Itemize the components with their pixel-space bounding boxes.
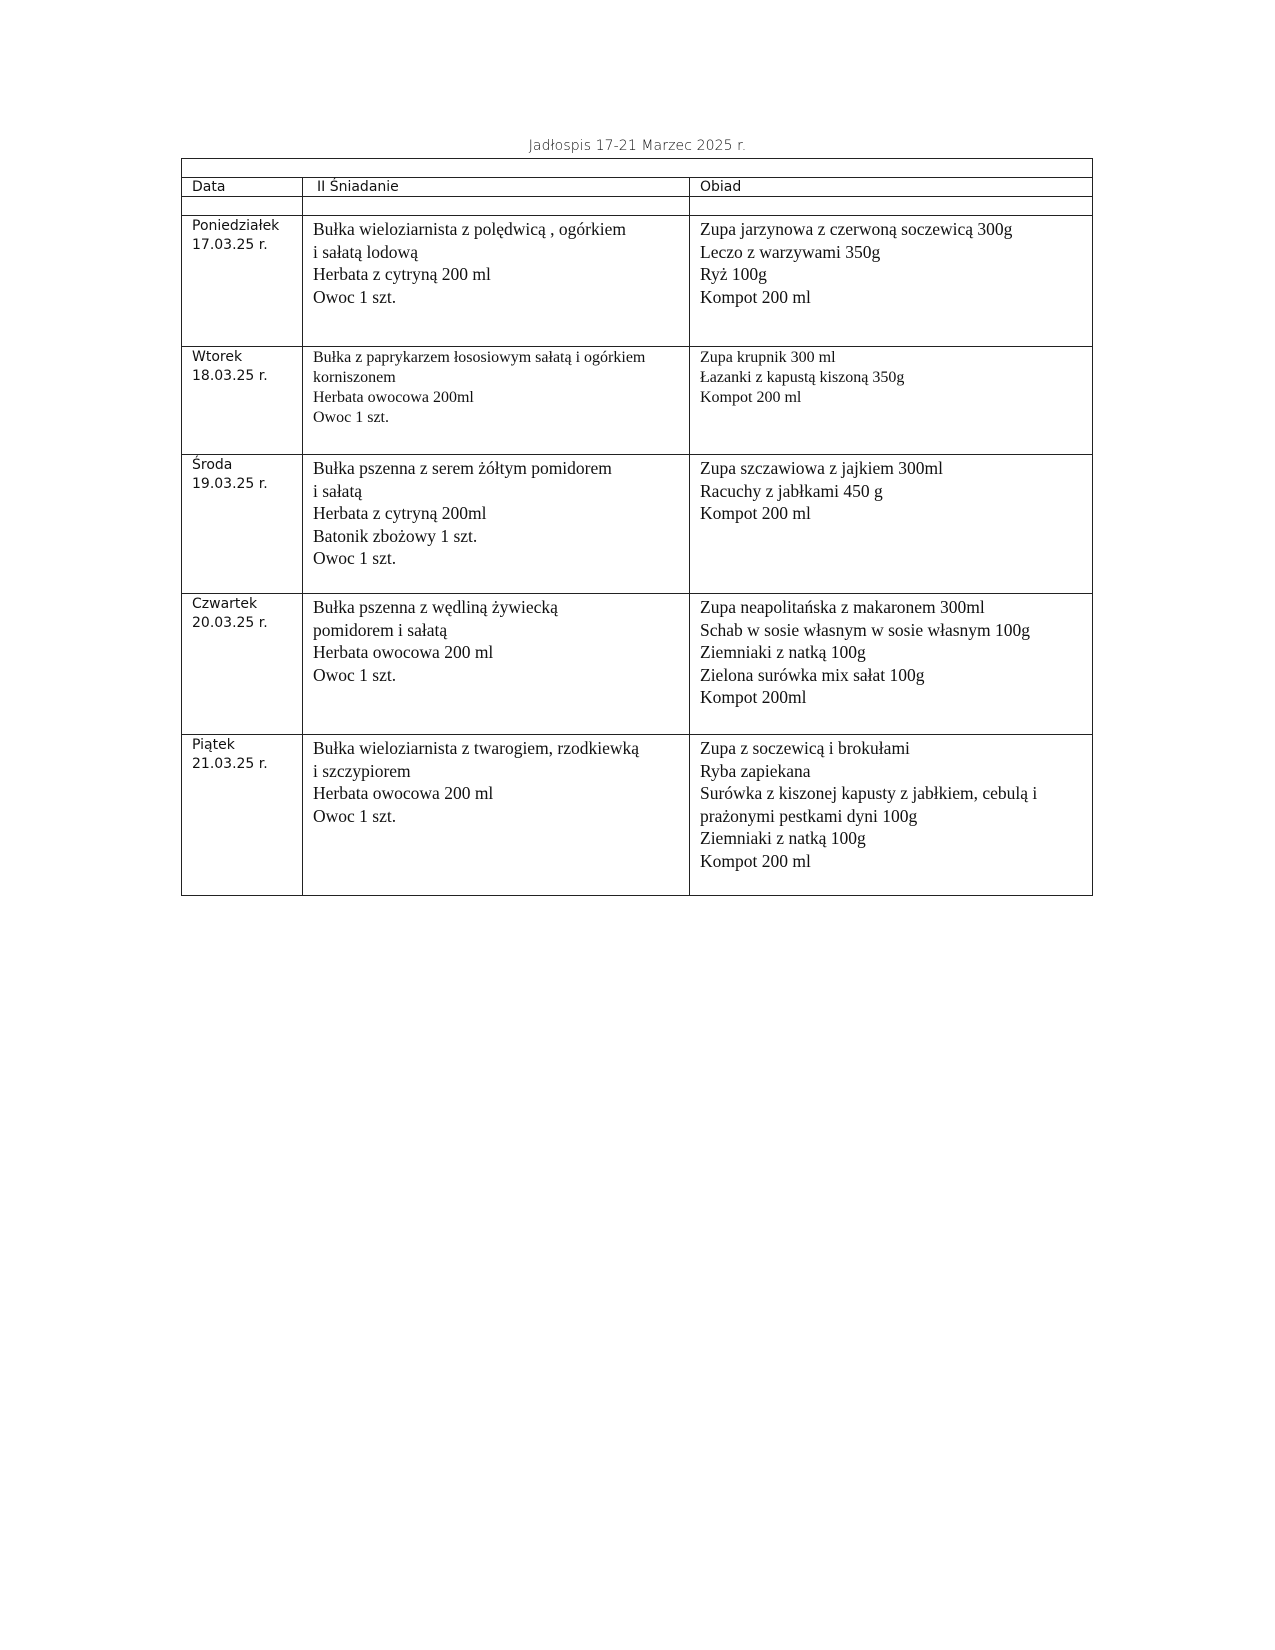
breakfast-item: Owoc 1 szt. bbox=[313, 286, 397, 307]
lunch-item: Kompot 200 ml bbox=[700, 389, 802, 406]
page-title: Jadłospis 17-21 Marzec 2025 r. bbox=[528, 138, 747, 154]
header-date-label: Data bbox=[192, 179, 226, 195]
menu-table bbox=[181, 158, 1093, 896]
breakfast-cell bbox=[303, 735, 690, 896]
breakfast-item: korniszonem bbox=[313, 369, 396, 386]
breakfast-cell bbox=[303, 455, 690, 594]
empty-cell bbox=[182, 197, 303, 216]
day-date: 19.03.25 r. bbox=[192, 476, 268, 492]
breakfast-item: Owoc 1 szt. bbox=[313, 805, 397, 826]
table-spacer-row bbox=[182, 197, 1093, 216]
lunch-item: Zupa neapolitańska z makaronem 300ml bbox=[700, 597, 985, 617]
table-row-wednesday bbox=[182, 455, 1093, 594]
header-lunch bbox=[690, 178, 1093, 197]
day-date: 18.03.25 r. bbox=[192, 368, 268, 384]
table-top-empty-row bbox=[182, 159, 1093, 178]
lunch-item: Schab w sosie własnym w sosie własnym 100g bbox=[700, 619, 1031, 640]
lunch-cell bbox=[690, 347, 1093, 455]
breakfast-cell bbox=[303, 216, 690, 347]
lunch-cell bbox=[690, 735, 1093, 896]
lunch-item: Kompot 200 ml bbox=[700, 286, 811, 307]
empty-cell bbox=[182, 159, 1093, 178]
lunch-item: Ziemniaki z natką 100g bbox=[700, 642, 866, 662]
breakfast-cell bbox=[303, 347, 690, 455]
lunch-cell bbox=[690, 455, 1093, 594]
breakfast-item: i sałatą lodową bbox=[313, 241, 418, 262]
day-cell bbox=[182, 347, 303, 455]
lunch-item: Leczo z warzywami 350g bbox=[700, 241, 881, 262]
lunch-item: Kompot 200ml bbox=[700, 687, 807, 707]
breakfast-item: Batonik zbożowy 1 szt. bbox=[313, 525, 478, 546]
lunch-item: Łazanki z kapustą kiszoną 350g bbox=[700, 369, 905, 386]
lunch-item: prażonymi pestkami dyni 100g bbox=[700, 805, 918, 826]
header-second-breakfast-label: II Śniadanie bbox=[317, 179, 399, 195]
day-name: Czwartek bbox=[192, 596, 258, 612]
lunch-item: Kompot 200 ml bbox=[700, 850, 811, 871]
breakfast-item: Bułka wieloziarnista z twarogiem, rzodkiewką bbox=[313, 738, 640, 758]
breakfast-item: Owoc 1 szt. bbox=[313, 409, 389, 426]
lunch-item: Ryż 100g bbox=[700, 264, 767, 284]
empty-cell bbox=[690, 197, 1093, 216]
table-row-thursday bbox=[182, 594, 1093, 735]
lunch-cell bbox=[690, 594, 1093, 735]
breakfast-item: i szczypiorem bbox=[313, 760, 411, 781]
lunch-item: Zupa z soczewicą i brokułami bbox=[700, 738, 910, 758]
breakfast-item: Herbata owocowa 200 ml bbox=[313, 642, 494, 662]
breakfast-item: Herbata z cytryną 200 ml bbox=[313, 264, 491, 284]
breakfast-item: Bułka wieloziarnista z polędwicą , ogórkiem bbox=[313, 219, 626, 239]
lunch-cell bbox=[690, 216, 1093, 347]
day-name: Poniedziałek bbox=[192, 218, 280, 234]
breakfast-cell bbox=[303, 594, 690, 735]
header-lunch-label: Obiad bbox=[700, 179, 742, 195]
day-name: Wtorek bbox=[192, 349, 243, 365]
day-cell bbox=[182, 594, 303, 735]
lunch-item: Ziemniaki z natką 100g bbox=[700, 828, 866, 848]
lunch-item: Surówka z kiszonej kapusty z jabłkiem, cebulą i bbox=[700, 783, 1038, 803]
header-date bbox=[182, 178, 303, 197]
breakfast-item: Herbata owocowa 200ml bbox=[313, 389, 474, 406]
breakfast-item: pomidorem i sałatą bbox=[313, 619, 448, 640]
header-second-breakfast bbox=[303, 178, 690, 197]
table-header-row bbox=[182, 178, 1093, 197]
lunch-item: Zielona surówka mix sałat 100g bbox=[700, 664, 925, 685]
breakfast-item: Herbata z cytryną 200ml bbox=[313, 503, 487, 523]
day-cell bbox=[182, 455, 303, 594]
day-name: Środa bbox=[192, 457, 233, 473]
lunch-item: Kompot 200 ml bbox=[700, 503, 811, 523]
table-row-tuesday bbox=[182, 347, 1093, 455]
breakfast-item: Herbata owocowa 200 ml bbox=[313, 783, 494, 803]
day-date: 17.03.25 r. bbox=[192, 237, 268, 253]
lunch-item: Zupa krupnik 300 ml bbox=[700, 349, 836, 366]
breakfast-item: Bułka pszenna z wędliną żywiecką bbox=[313, 597, 558, 617]
day-name: Piątek bbox=[192, 737, 235, 753]
breakfast-item: Owoc 1 szt. bbox=[313, 664, 397, 685]
table-row-monday bbox=[182, 216, 1093, 347]
breakfast-item: Bułka z paprykarzem łososiowym sałatą i ogórkiem bbox=[313, 349, 646, 366]
lunch-item: Zupa szczawiowa z jajkiem 300ml bbox=[700, 458, 943, 478]
lunch-item: Racuchy z jabłkami 450 g bbox=[700, 480, 883, 501]
day-date: 21.03.25 r. bbox=[192, 756, 268, 772]
empty-cell bbox=[303, 197, 690, 216]
breakfast-item: Owoc 1 szt. bbox=[313, 548, 397, 568]
lunch-item: Ryba zapiekana bbox=[700, 760, 811, 781]
day-date: 20.03.25 r. bbox=[192, 615, 268, 631]
lunch-item: Zupa jarzynowa z czerwoną soczewicą 300g bbox=[700, 219, 1013, 239]
breakfast-item: Bułka pszenna z serem żółtym pomidorem bbox=[313, 458, 612, 478]
table-row-friday bbox=[182, 735, 1093, 896]
day-cell bbox=[182, 216, 303, 347]
breakfast-item: i sałatą bbox=[313, 480, 363, 501]
day-cell bbox=[182, 735, 303, 896]
